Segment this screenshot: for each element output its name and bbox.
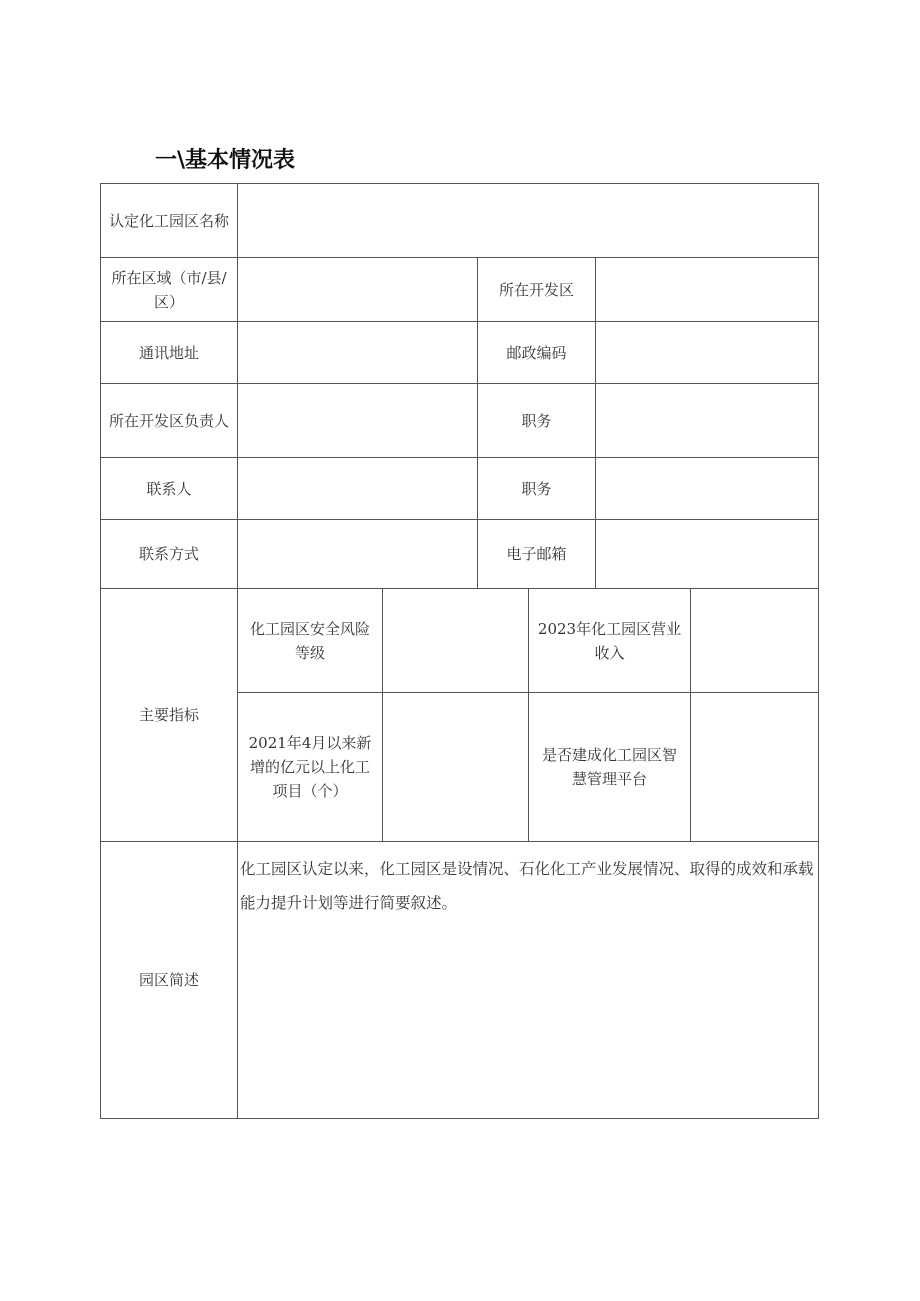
risk-level-field[interactable]	[383, 589, 528, 692]
new-projects-label: 2021年4月以来新增的亿元以上化工项目（个）	[248, 734, 372, 800]
address-field[interactable]	[238, 322, 477, 383]
email-label: 电子邮箱	[506, 545, 567, 563]
revenue-field[interactable]	[691, 589, 818, 692]
park-name-field[interactable]	[238, 184, 818, 257]
postcode-label: 邮政编码	[506, 343, 567, 362]
position-field[interactable]	[596, 384, 818, 457]
postcode-field[interactable]	[596, 322, 818, 383]
dev-zone-field[interactable]	[596, 258, 818, 321]
table-border-right	[818, 183, 819, 1119]
dev-zone-head-label: 所在开发区负责人	[108, 411, 229, 430]
smart-platform-label: 是否建成化工园区智慧管理平台	[541, 746, 677, 788]
position-label: 职务	[521, 411, 552, 430]
new-projects-field[interactable]	[383, 693, 528, 841]
table-border-bottom	[100, 1118, 819, 1119]
page-title: 一\基本情况表	[155, 148, 296, 173]
main-indicators-label: 主要指标	[138, 706, 199, 724]
address-label: 通讯地址	[138, 343, 199, 362]
contact-field[interactable]	[238, 458, 477, 519]
contact-method-field[interactable]	[238, 520, 477, 588]
park-name-label: 认定化工园区名称	[108, 211, 229, 230]
contact-method-label: 联系方式	[138, 545, 199, 563]
revenue-label: 2023年化工园区营业收入	[537, 619, 682, 662]
risk-level-label: 化工园区安全风险等级	[249, 619, 370, 662]
smart-platform-field[interactable]	[691, 693, 818, 841]
park-summary-text[interactable]: 化工园区认定以来，化工园区是设情况、石化化工产业发展情况、取得的成效和承载能力提升计划等进行简要叙述。	[240, 860, 814, 912]
region-label: 所在区域（市/县/区）	[111, 268, 227, 311]
region-field[interactable]	[238, 258, 477, 321]
contact-label: 联系人	[146, 479, 192, 498]
position-field[interactable]	[596, 458, 818, 519]
dev-zone-label: 所在开发区	[498, 280, 574, 299]
email-field[interactable]	[596, 520, 818, 588]
position-label: 职务	[521, 479, 552, 498]
park-summary-label: 园区简述	[138, 971, 199, 989]
dev-zone-head-field[interactable]	[238, 384, 477, 457]
